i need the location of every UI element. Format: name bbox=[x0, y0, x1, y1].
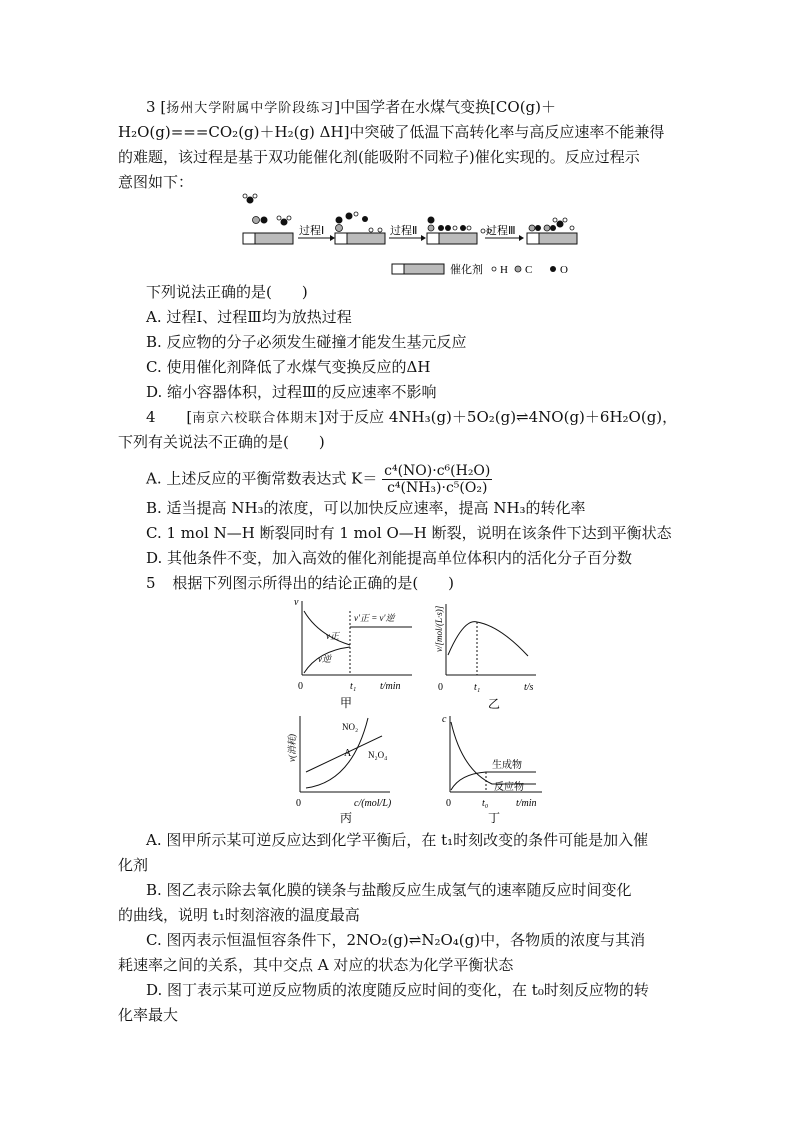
q4-source: 南京六校联合体期末 bbox=[192, 411, 319, 426]
q3-stem-l2: H₂O(g)===CO₂(g)＋H₂(g) ΔH]中突破了低温下高转化率与高反应速率不能兼得 bbox=[118, 123, 665, 141]
q5-option-d-l2: 化率最大 bbox=[118, 1006, 179, 1024]
q4-option-c: C. 1 mol N—H 断裂同时有 1 mol O—H 断裂，说明在该条件下达到平衡状态 bbox=[146, 524, 672, 542]
jia-eq-label: v′正 = v′逆 bbox=[354, 613, 395, 623]
q4-option-a-prefix: A. 上述反应的平衡常数表达式 K＝ bbox=[146, 469, 378, 488]
q3-number: 3 bbox=[146, 98, 156, 116]
jia-vn-label: v逆 bbox=[318, 654, 331, 664]
q5-option-c-l1: C. 图丙表示恒温恒容条件下，2NO₂(g)⇌N₂O₄(g)中，各物质的浓度与其消 bbox=[146, 931, 646, 949]
ding-product-label: 生成物 bbox=[492, 760, 522, 771]
catalyst-3 bbox=[427, 217, 477, 245]
bing-y-label: v(消耗) bbox=[287, 734, 297, 762]
q3-option-c: C. 使用催化剂降低了水煤气变换反应的ΔH bbox=[146, 358, 431, 376]
ding-y-label: c bbox=[442, 714, 447, 725]
ding-x-label: t/min bbox=[516, 798, 537, 809]
bing-n2o4-label: N₂O₄ bbox=[368, 750, 388, 760]
yi-t1: t₁ bbox=[474, 682, 481, 693]
q4-stem-l1: 对于反应 4NH₃(g)＋5O₂(g)⇌4NO(g)＋6H₂O(g)， bbox=[324, 408, 678, 426]
fraction-numerator: c⁴(NO)·c⁶(H₂O) bbox=[384, 463, 491, 479]
bing-zero: 0 bbox=[296, 798, 301, 809]
q5-option-b-l2: 的曲线，说明 t₁时刻溶液的温度最高 bbox=[118, 906, 360, 924]
ding-zero: 0 bbox=[446, 798, 451, 809]
q4-option-b: B. 适当提高 NH₃的浓度，可以加快反应速率，提高 NH₃的转化率 bbox=[146, 499, 586, 517]
yi-zero: 0 bbox=[438, 682, 443, 693]
q3-stem-l3: 的难题，该过程是基于双功能催化剂(能吸附不同粒子)催化实现的。反应过程示 bbox=[118, 148, 640, 166]
q3-question: 下列说法正确的是( ) bbox=[146, 283, 308, 301]
fraction-denominator: c⁴(NH₃)·c⁵(O₂) bbox=[387, 480, 488, 496]
jia-x-label: t/min bbox=[380, 681, 401, 692]
bing-caption: 丙 bbox=[340, 811, 353, 825]
q3-stem-l4: 意图如下： bbox=[118, 173, 194, 191]
bing-no2-label: NO₂ bbox=[342, 722, 359, 732]
figure-bing bbox=[282, 712, 412, 827]
figure-jia bbox=[288, 595, 418, 710]
catalyst-2 bbox=[335, 212, 385, 244]
q3-stem-l1: 中国学者在水煤气变换[CO(g)＋ bbox=[340, 98, 556, 116]
figure-ding bbox=[436, 712, 556, 827]
bing-a-label: A bbox=[344, 748, 352, 759]
q4-stem-l2: 下列有关说法不正确的是( ) bbox=[118, 433, 325, 451]
legend bbox=[392, 262, 568, 276]
q3-option-a: A. 过程Ⅰ、过程Ⅲ均为放热过程 bbox=[146, 308, 352, 326]
process-3-label: 过程Ⅲ bbox=[486, 225, 516, 237]
catalyst-1 bbox=[243, 216, 293, 244]
q5-number: 5 bbox=[146, 574, 156, 592]
q5-line1 bbox=[146, 572, 454, 594]
q5-option-a-l1: A. 图甲所示某可逆反应达到化学平衡后，在 t₁时刻改变的条件可能是加入催 bbox=[146, 831, 649, 849]
jia-y-label: v bbox=[294, 597, 299, 608]
q3-option-d: D. 缩小容器体积，过程Ⅲ的反应速率不影响 bbox=[146, 383, 437, 401]
yi-y-label: v/[mol/(L·s)] bbox=[434, 605, 444, 652]
q3-line1: 3 [扬州大学附属中学阶段练习]中国学者在水煤气变换[CO(g)＋ bbox=[146, 98, 556, 116]
process-2-label: 过程Ⅱ bbox=[390, 225, 418, 237]
q5-option-c-l2: 耗速率之间的关系，其中交点 A 对应的状态为化学平衡状态 bbox=[118, 956, 514, 974]
catalyst-4 bbox=[527, 218, 577, 244]
yi-caption: 乙 bbox=[488, 697, 501, 710]
jia-zero: 0 bbox=[298, 681, 303, 692]
jia-vz-label: v正 bbox=[326, 631, 339, 641]
figure-yi bbox=[430, 600, 550, 710]
legend-c: C bbox=[525, 264, 533, 276]
ding-t0: t₀ bbox=[482, 798, 489, 809]
q5-option-b-l1: B. 图乙表示除去氧化膜的镁条与盐酸反应生成氢气的速率随反应时间变化 bbox=[146, 881, 632, 899]
q3-source: 扬州大学附属中学阶段练习 bbox=[166, 101, 335, 116]
q4-number: 4 bbox=[146, 408, 156, 426]
jia-t1: t₁ bbox=[350, 681, 357, 692]
q3-option-b: B. 反应物的分子必须发生碰撞才能发生基元反应 bbox=[146, 333, 467, 351]
legend-h: H bbox=[500, 264, 508, 276]
q4-line1: 4 [南京六校联合体期末]对于反应 4NH₃(g)＋5O₂(g)⇌4NO(g)＋6H₂O(g)， bbox=[146, 408, 678, 426]
process-1-label: 过程Ⅰ bbox=[299, 225, 325, 237]
q4-option-a bbox=[146, 463, 492, 496]
yi-x-label: t/s bbox=[524, 682, 534, 693]
q4-option-d: D. 其他条件不变，加入高效的催化剂能提高单位体积内的活化分子百分数 bbox=[146, 549, 633, 567]
q5-option-a-l2: 化剂 bbox=[118, 856, 149, 874]
ding-reactant-label: 反应物 bbox=[494, 782, 524, 793]
equilibrium-constant-fraction bbox=[382, 463, 492, 496]
q5-option-d-l1: D. 图丁表示某可逆反应物质的浓度随反应时间的变化，在 t₀时刻反应物的转 bbox=[146, 981, 649, 999]
bing-x-label: c/(mol/L) bbox=[354, 798, 392, 809]
legend-catalyst: 催化剂 bbox=[450, 264, 483, 276]
ding-caption: 丁 bbox=[488, 811, 501, 825]
q5-stem: 根据下列图示所得出的结论正确的是( ) bbox=[172, 574, 455, 592]
jia-caption: 甲 bbox=[340, 696, 353, 710]
molecule-h2o-start bbox=[243, 194, 257, 204]
legend-o: O bbox=[560, 264, 568, 276]
reaction-process-diagram bbox=[238, 190, 583, 280]
